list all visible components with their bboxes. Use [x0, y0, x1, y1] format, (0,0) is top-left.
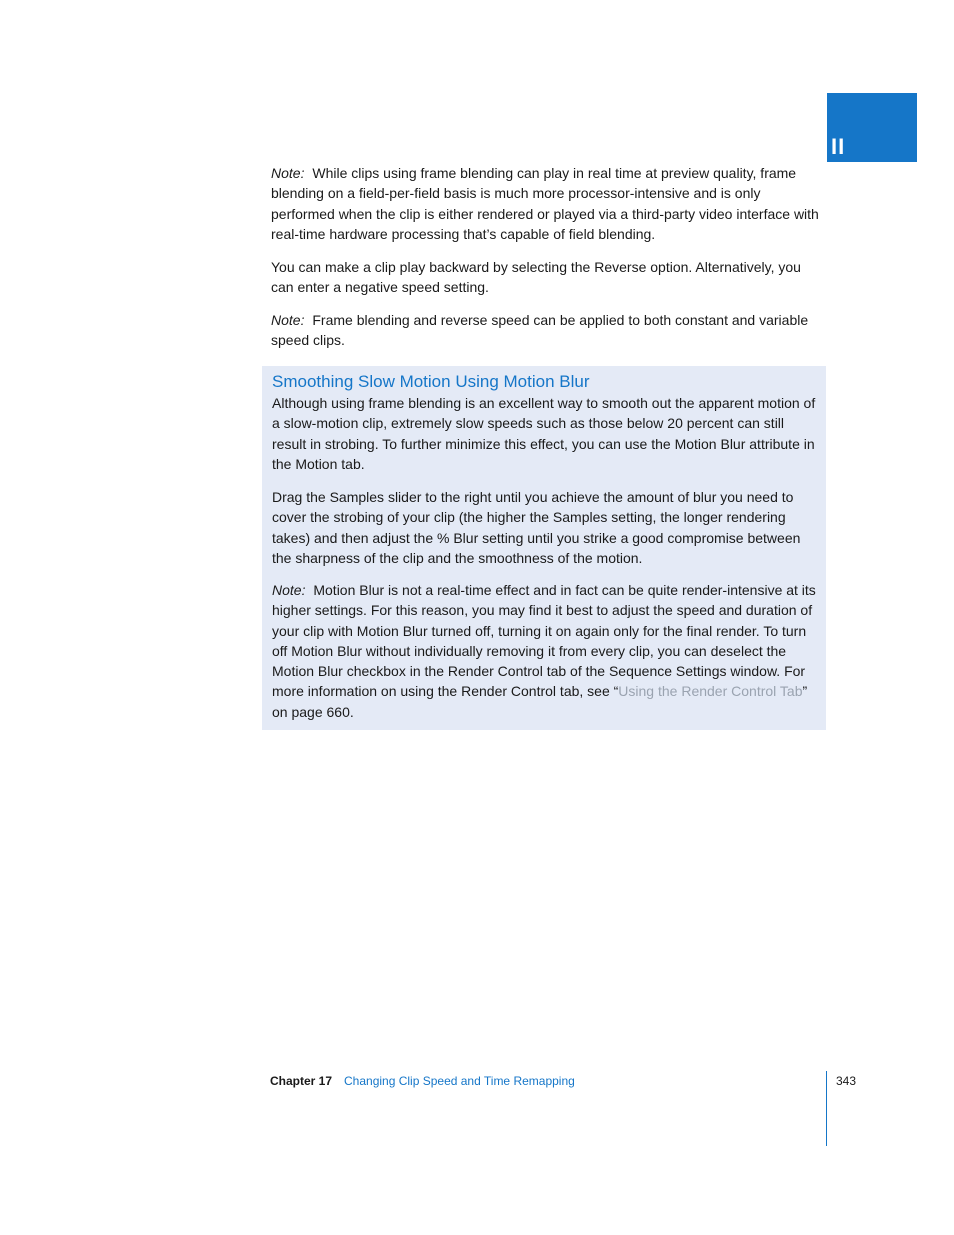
- note-reverse-speed: [271, 310, 823, 351]
- sidebar-paragraph-1: Although using frame blending is an excellent way to smooth out the apparent motion of a slow-motion clip, extremely slow speeds such as those below 20 percent can still result in strobing. To further minimize this effect, you can use the Motion Blur attribute in the Motion tab.: [272, 395, 816, 472]
- footer-chapter: Chapter 17: [270, 1074, 333, 1088]
- note-text-after: ” on page 660.: [272, 683, 808, 720]
- page-number: 343: [836, 1074, 857, 1088]
- sidebar-box: [262, 366, 826, 730]
- footer-divider: [826, 1071, 827, 1146]
- sidebar-note: [272, 580, 818, 722]
- footer-chapter-title[interactable]: Changing Clip Speed and Time Remapping: [344, 1074, 575, 1088]
- note-label: Note:: [271, 312, 305, 328]
- cross-reference-link[interactable]: Using the Render Control Tab: [618, 683, 803, 700]
- note-text: Frame blending and reverse speed can be applied to both constant and variable speed clips.: [271, 312, 809, 349]
- paragraph-reverse: You can make a clip play backward by selecting the Reverse option. Alternatively, you can enter a negative speed setting.: [271, 259, 801, 296]
- part-tab: [827, 93, 917, 162]
- note-frame-blending: [271, 163, 823, 244]
- part-tab-label: II: [831, 134, 846, 159]
- note-label: Note:: [272, 582, 306, 598]
- sidebar-paragraph-2: Drag the Samples slider to the right until you achieve the amount of blur you need to cover the strobing of your clip (the higher the Samples setting, the longer rendering takes) and then adjust the % Blur setting until you strike a good compromise between the sharpness of the clip and the smoothness of the motion.: [272, 489, 801, 566]
- note-text: While clips using frame blending can play in real time at preview quality, frame blending on a field-per-field basis is much more processor-intensive and is only performed when the clip is either rendered or played via a third-party video interface with real-time hardware processing that’s capable of field blending.: [271, 165, 819, 242]
- sidebar-heading: Smoothing Slow Motion Using Motion Blur: [272, 372, 590, 391]
- note-text-before: Motion Blur is not a real-time effect and in fact can be quite render-intensive at its higher settings. For this reason, you may find it best to adjust the speed and duration of your clip with Motion Blur turned off, turning it on again only for the final render. To turn off Motion Blur without individually removing it from every clip, you can deselect the Motion Blur checkbox in the Render Control tab of the Sequence Settings window. For more information on using the Render Control tab, see “: [272, 582, 816, 700]
- note-label: Note:: [271, 165, 305, 181]
